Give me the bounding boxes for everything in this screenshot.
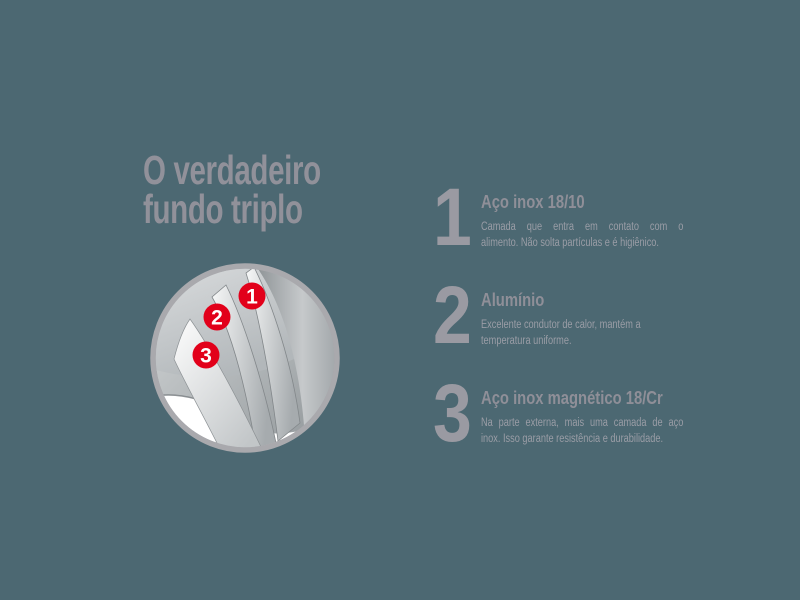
section-2-body-line-1: Excelente condutor de calor, mantém a (481, 319, 641, 331)
section-aco-inox-magnetico (433, 368, 743, 464)
page-title-line-1: O verdadeiro (143, 147, 321, 193)
section-3-number: 3 (433, 368, 472, 459)
section-2-number: 2 (433, 270, 472, 361)
badge-1 (239, 283, 266, 310)
section-2-body-line-2: temperatura uniforme. (481, 335, 572, 347)
section-3-heading: Aço inox magnético 18/Cr (481, 387, 663, 408)
pan-layers-diagram (150, 263, 340, 453)
section-1-body-line-1: Camada que entra em contato com o (481, 221, 684, 233)
pan-layers-photo-icon (150, 263, 340, 453)
badge-3 (193, 342, 220, 369)
section-3-body-line-2: inox. Isso garante resistência e durabilidade. (481, 433, 664, 445)
section-2-heading: Alumínio (481, 289, 545, 310)
badge-3-number: 3 (200, 344, 212, 368)
page-title-line-2: fundo triplo (143, 186, 303, 232)
section-aluminio (433, 270, 743, 366)
badge-2 (204, 304, 231, 331)
page-title (143, 147, 390, 232)
section-1-heading: Aço inox 18/10 (481, 191, 585, 212)
section-3-body-line-1: Na parte externa, mais uma camada de aço (481, 417, 684, 429)
section-1-body-line-2: alimento. Não solta partículas e é higiênico. (481, 237, 659, 249)
badge-1-number: 1 (246, 285, 258, 309)
badge-2-number: 2 (211, 306, 223, 330)
section-1-number: 1 (433, 172, 472, 263)
section-aco-inox-18-10 (433, 172, 743, 268)
